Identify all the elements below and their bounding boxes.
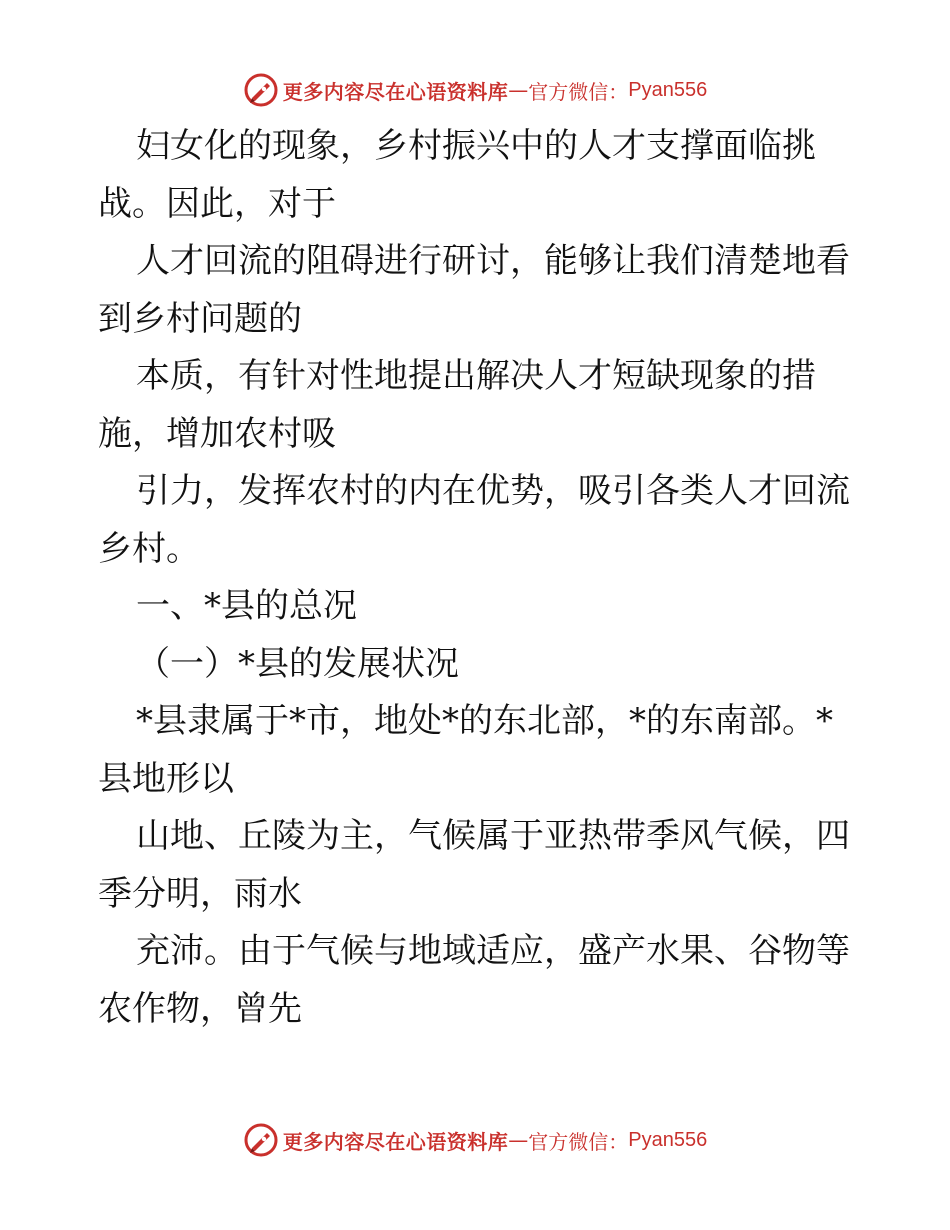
text-line: 到乡村问题的	[98, 298, 302, 339]
text-line: 本质，有针对性地提出解决人才短缺现象的措	[136, 356, 816, 396]
text-line: 充沛。由于气候与地域适应，盛产水果、谷物等	[136, 931, 850, 971]
header-banner[interactable]	[0, 70, 950, 110]
text-line: 乡村。	[98, 528, 200, 569]
footer-wechat-label: 官方微信：	[528, 1129, 629, 1154]
text-line: 县地形以	[98, 758, 234, 799]
pen-logo-icon	[243, 1122, 279, 1158]
text-line: 引力，发挥农村的内在优势，吸引各类人才回流	[136, 471, 850, 511]
section-heading: 一、*县的总况	[136, 586, 357, 626]
pen-logo-icon	[243, 72, 279, 108]
header-wechat-label: 官方微信：	[528, 79, 629, 104]
footer-banner-separator: —	[508, 1128, 529, 1152]
text-line: 妇女化的现象，乡村振兴中的人才支撑面临挑	[136, 126, 816, 166]
header-banner-separator: —	[508, 78, 529, 102]
header-banner-text: 更多内容尽在心语资料库	[282, 79, 509, 104]
text-line: 山地、丘陵为主，气候属于亚热带季风气候，四	[136, 816, 850, 856]
text-line: *县隶属于*市，地处*的东北部，*的东南部。*	[136, 701, 833, 741]
subsection-heading: （一）*县的发展状况	[136, 643, 459, 684]
text-line: 施，增加农村吸	[98, 413, 336, 454]
header-wechat-id: Pyan556	[628, 78, 708, 101]
footer-banner[interactable]	[0, 1120, 950, 1160]
text-line: 季分明，雨水	[98, 873, 302, 914]
footer-wechat-id: Pyan556	[628, 1128, 708, 1151]
text-line: 农作物，曾先	[98, 988, 302, 1029]
body-text	[98, 118, 858, 1038]
text-line: 战。因此，对于	[98, 183, 336, 224]
footer-banner-text: 更多内容尽在心语资料库	[282, 1129, 509, 1154]
text-line: 人才回流的阻碍进行研讨，能够让我们清楚地看	[136, 241, 850, 281]
